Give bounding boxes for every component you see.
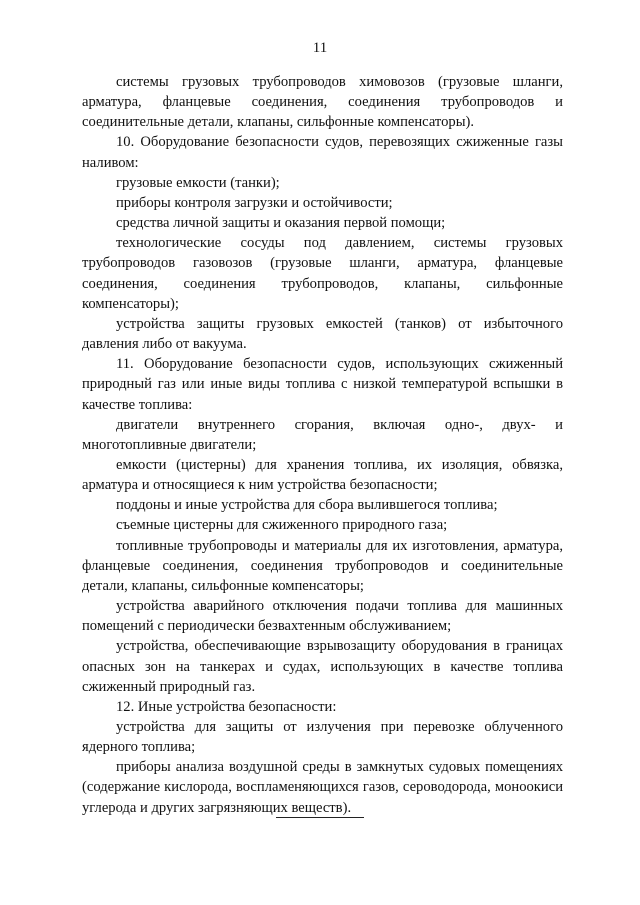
list-item: топливные трубопроводы и материалы для их изготовления, арматура, фланцевые соединения, соединения трубопроводов и соединительные детали, клапаны, сильфонные компенсаторы; [82, 537, 563, 594]
list-item: приборы анализа воздушной среды в замкнутых судовых помещениях (содержание кислорода, воспламеняющихся газов, сероводорода, моноокиси углерода и других загрязняющих веществ). [82, 759, 563, 816]
list-item: устройства для защиты от излучения при перевозке облученного ядерного топлива; [82, 719, 563, 756]
list-item: емкости (цистерны) для хранения топлива, их изоляция, обвязка, арматура и относящиеся к ним устройства безопасности; [82, 456, 563, 494]
list-item: устройства, обеспечивающие взрывозащиту оборудования в границах опасных зон на танкерах и судах, использующих в качестве топлива сжиженный природный газ. [82, 638, 563, 695]
end-of-document-rule [276, 817, 364, 818]
list-item: приборы контроля загрузки и остойчивости; [116, 194, 393, 211]
list-item: устройства защиты грузовых емкостей (танков) от избыточного давления либо от вакуума. [82, 315, 563, 353]
section-heading: 10. Оборудование безопасности судов, перевозящих сжиженные газы наливом: [82, 134, 563, 171]
list-item: поддоны и иные устройства для сбора вылившегося топлива; [116, 497, 498, 514]
paragraph: системы грузовых трубопроводов химовозов (грузовые шланги, арматура, фланцевые соединения, соединения трубопроводов и соединительные детали, клапаны, сильфонные компенсаторы). [82, 74, 563, 131]
list-item: двигатели внутреннего сгорания, включая одно-, двух- и многотопливные двигатели; [82, 416, 563, 453]
list-item: средства личной защиты и оказания первой помощи; [116, 215, 446, 232]
list-item: грузовые емкости (танки); [116, 174, 280, 191]
section-heading: 11. Оборудование безопасности судов, использующих сжиженный природный газ или иные виды топлива с низкой температурой вспышки в качестве топлива: [82, 356, 563, 413]
list-item: устройства аварийного отключения подачи топлива для машинных помещений с периодически безвахтенным обслуживанием; [82, 598, 563, 635]
document-body [82, 72, 563, 818]
page-number: 11 [312, 40, 328, 56]
list-item: съемные цистерны для сжиженного природного газа; [116, 517, 448, 534]
section-heading: 12. Иные устройства безопасности: [116, 698, 337, 715]
list-item: технологические сосуды под давлением, системы грузовых трубопроводов газовозов (грузовые шланги, арматура, фланцевые соединения, соединения трубопроводов, клапаны, сильфонные компенсаторы); [82, 235, 563, 312]
